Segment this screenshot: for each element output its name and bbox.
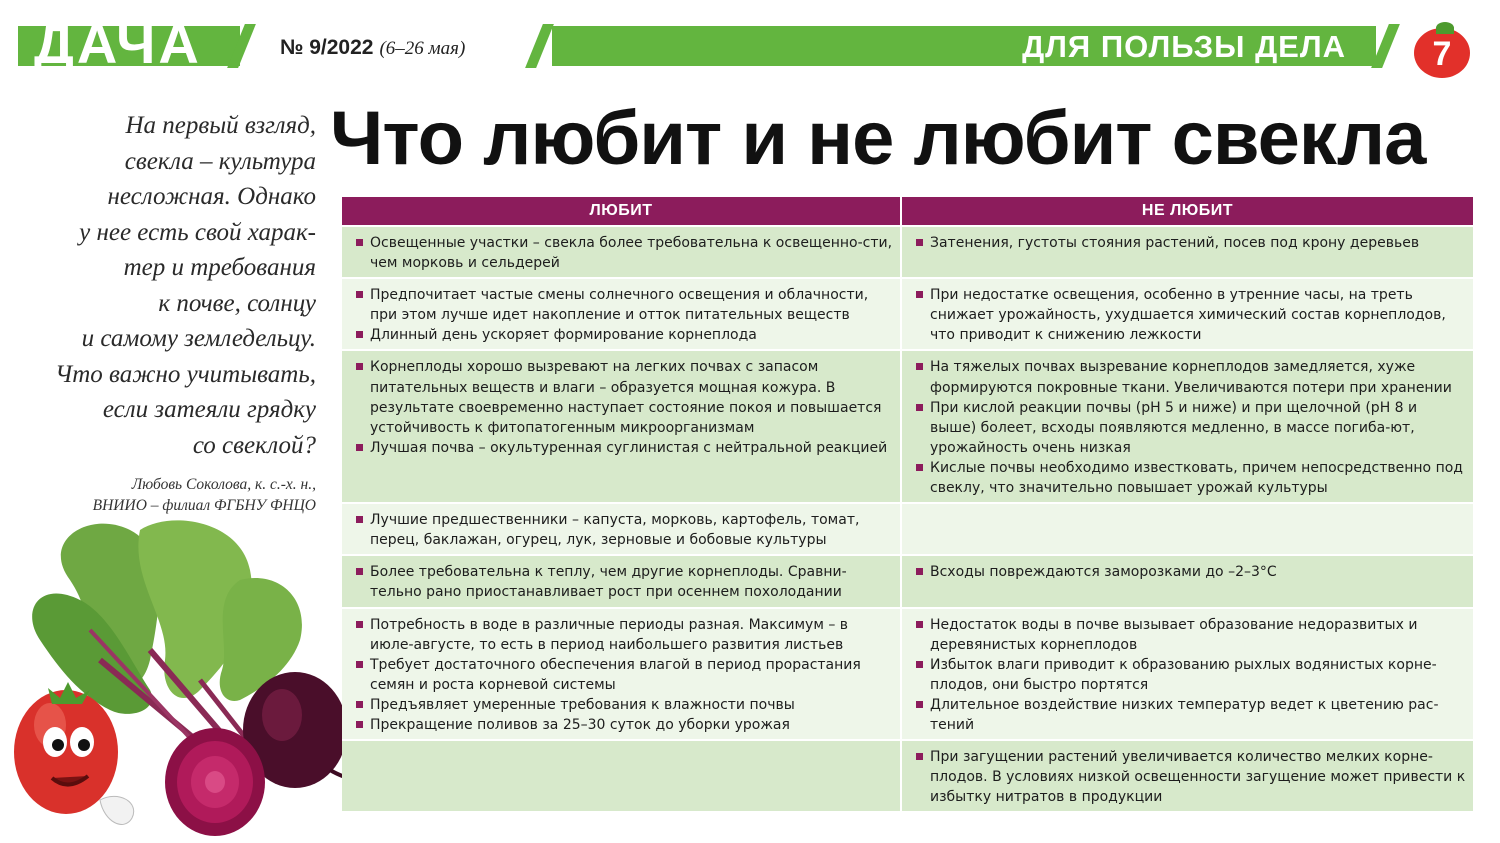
intro-line: со свеклой? (192, 431, 316, 459)
list-item: При кислой реакции почвы (pH 5 и ниже) и при щелочной (pH 8 и выше) болеет, всходы появляются медленно, в массе погиба-ют, урожайность очень низкая (914, 398, 1467, 458)
table-row (342, 740, 1473, 811)
newspaper-logo: ДАЧА (34, 12, 202, 75)
table-row (342, 555, 1473, 607)
cell-dislikes (901, 608, 1473, 741)
cell-likes (342, 278, 901, 350)
table-row (342, 503, 1473, 555)
column-header-dislikes: НЕ ЛЮБИТ (901, 196, 1473, 226)
cell-likes (342, 226, 901, 278)
intro-line: у нее есть свой харак- (79, 218, 316, 246)
cell-likes (342, 608, 901, 741)
list-item: Длительное воздействие низких температур ведет к цветению рас-тений (914, 695, 1467, 735)
page-number: 7 (1432, 35, 1452, 73)
list-item: На тяжелых почвах вызревание корнеплодов замедляется, хуже формируются покровные ткани. Увеличиваются потери при хранении (914, 357, 1467, 397)
list-item: Недостаток воды в почве вызывает образование недоразвитых и деревянистых корнеплодов (914, 615, 1467, 655)
table-row (342, 350, 1473, 503)
cell-dislikes (901, 350, 1473, 503)
list-item: Лучшие предшественники – капуста, морковь, картофель, томат, перец, баклажан, огурец, лук, зерновые и бобовые культуры (354, 510, 894, 550)
cell-likes (342, 555, 901, 607)
issue-info (280, 36, 465, 60)
list-item: Затенения, густоты стояния растений, посев под крону деревьев (914, 233, 1467, 253)
cell-likes (342, 350, 901, 503)
intro-line: Что важно учитывать, (55, 360, 316, 388)
cell-dislikes (901, 278, 1473, 350)
section-title: ДЛЯ ПОЛЬЗЫ ДЕЛА (1022, 29, 1346, 64)
page-badge (1414, 22, 1476, 78)
article-intro (6, 108, 316, 463)
issue-dates: (6–26 мая) (379, 38, 466, 59)
list-item: Длинный день ускоряет формирование корнеплода (354, 325, 894, 345)
list-item: Всходы повреждаются заморозками до –2–3°С (914, 562, 1467, 582)
list-item: При загущении растений увеличивается количество мелких корне-плодов. В условиях низкой освещенности загущение может привести к избытку нитратов в продукции (914, 747, 1467, 807)
table-row (342, 608, 1473, 741)
intro-line: тер и требования (123, 254, 316, 281)
list-item: Лучшая почва – окультуренная суглинистая с нейтральной реакцией (354, 438, 894, 458)
intro-line: и самому земледельцу. (81, 325, 316, 352)
list-item: Более требовательна к теплу, чем другие корнеплоды. Сравни-тельно рано приостанавливает рост при осеннем похолодании (354, 562, 894, 602)
intro-line: несложная. Однако (107, 183, 316, 210)
header-slash-mid (525, 24, 554, 68)
list-item: Прекращение поливов за 25–30 суток до уборки урожая (354, 715, 894, 735)
list-item: Потребность в воде в различные периоды разная. Максимум – в июле-августе, то есть в период наибольшего развития листьев (354, 615, 894, 655)
beet-slice-icon (165, 728, 265, 836)
list-item: При недостатке освещения, особенно в утренние часы, на треть снижает урожайность, ухудшается химический состав корнеплодов, что приводит к снижению лежкости (914, 285, 1467, 345)
cell-dislikes (901, 555, 1473, 607)
author-affiliation: ВНИИО – филиал ФГБНУ ФНЦО (92, 497, 316, 514)
intro-line: к почве, солнцу (158, 289, 316, 317)
cell-likes (342, 740, 901, 811)
article-headline: Что любит и не любит свекла (330, 96, 1426, 181)
issue-number: № 9/2022 (280, 36, 374, 59)
list-item: Предъявляет умеренные требования к влажности почвы (354, 695, 894, 715)
list-item: Освещенные участки – свекла более требовательна к освещенно-сти, чем морковь и сельдерей (354, 233, 894, 273)
cell-dislikes (901, 503, 1473, 555)
list-item: Корнеплоды хорошо вызревают на легких почвах с запасом питательных веществ и влаги – образуется мощная кожура. В результате своевременно наступает состояние покоя и повышается устойчивость к фитопатогенным микроорганизмам (354, 357, 894, 437)
likes-dislikes-table (342, 195, 1473, 811)
table-row (342, 278, 1473, 350)
list-item: Кислые почвы необходимо известковать, причем непосредственно под свеклу, что значительно повышает урожай культуры (914, 458, 1467, 498)
table-body (342, 226, 1473, 811)
cell-likes (342, 503, 901, 555)
cell-dislikes (901, 740, 1473, 811)
intro-line: свекла – культура (124, 147, 316, 175)
leaf-icon (1436, 22, 1454, 34)
table-row (342, 226, 1473, 278)
list-item: Предпочитает частые смены солнечного освещения и облачности, при этом лучше идет накопление и отток питательных веществ (354, 285, 894, 325)
column-header-likes: ЛЮБИТ (342, 196, 901, 226)
intro-line: На первый взгляд, (125, 112, 316, 139)
intro-line: если затеяли грядку (102, 396, 316, 423)
article-author (20, 474, 316, 516)
author-name: Любовь Соколова, к. с.-х. н., (131, 476, 316, 493)
cell-dislikes (901, 226, 1473, 278)
list-item: Требует достаточного обеспечения влагой в период прорастания семян и роста корневой системы (354, 655, 894, 695)
list-item: Избыток влаги приводит к образованию рыхлых водянистых корне-плодов, они быстро портятся (914, 655, 1467, 695)
